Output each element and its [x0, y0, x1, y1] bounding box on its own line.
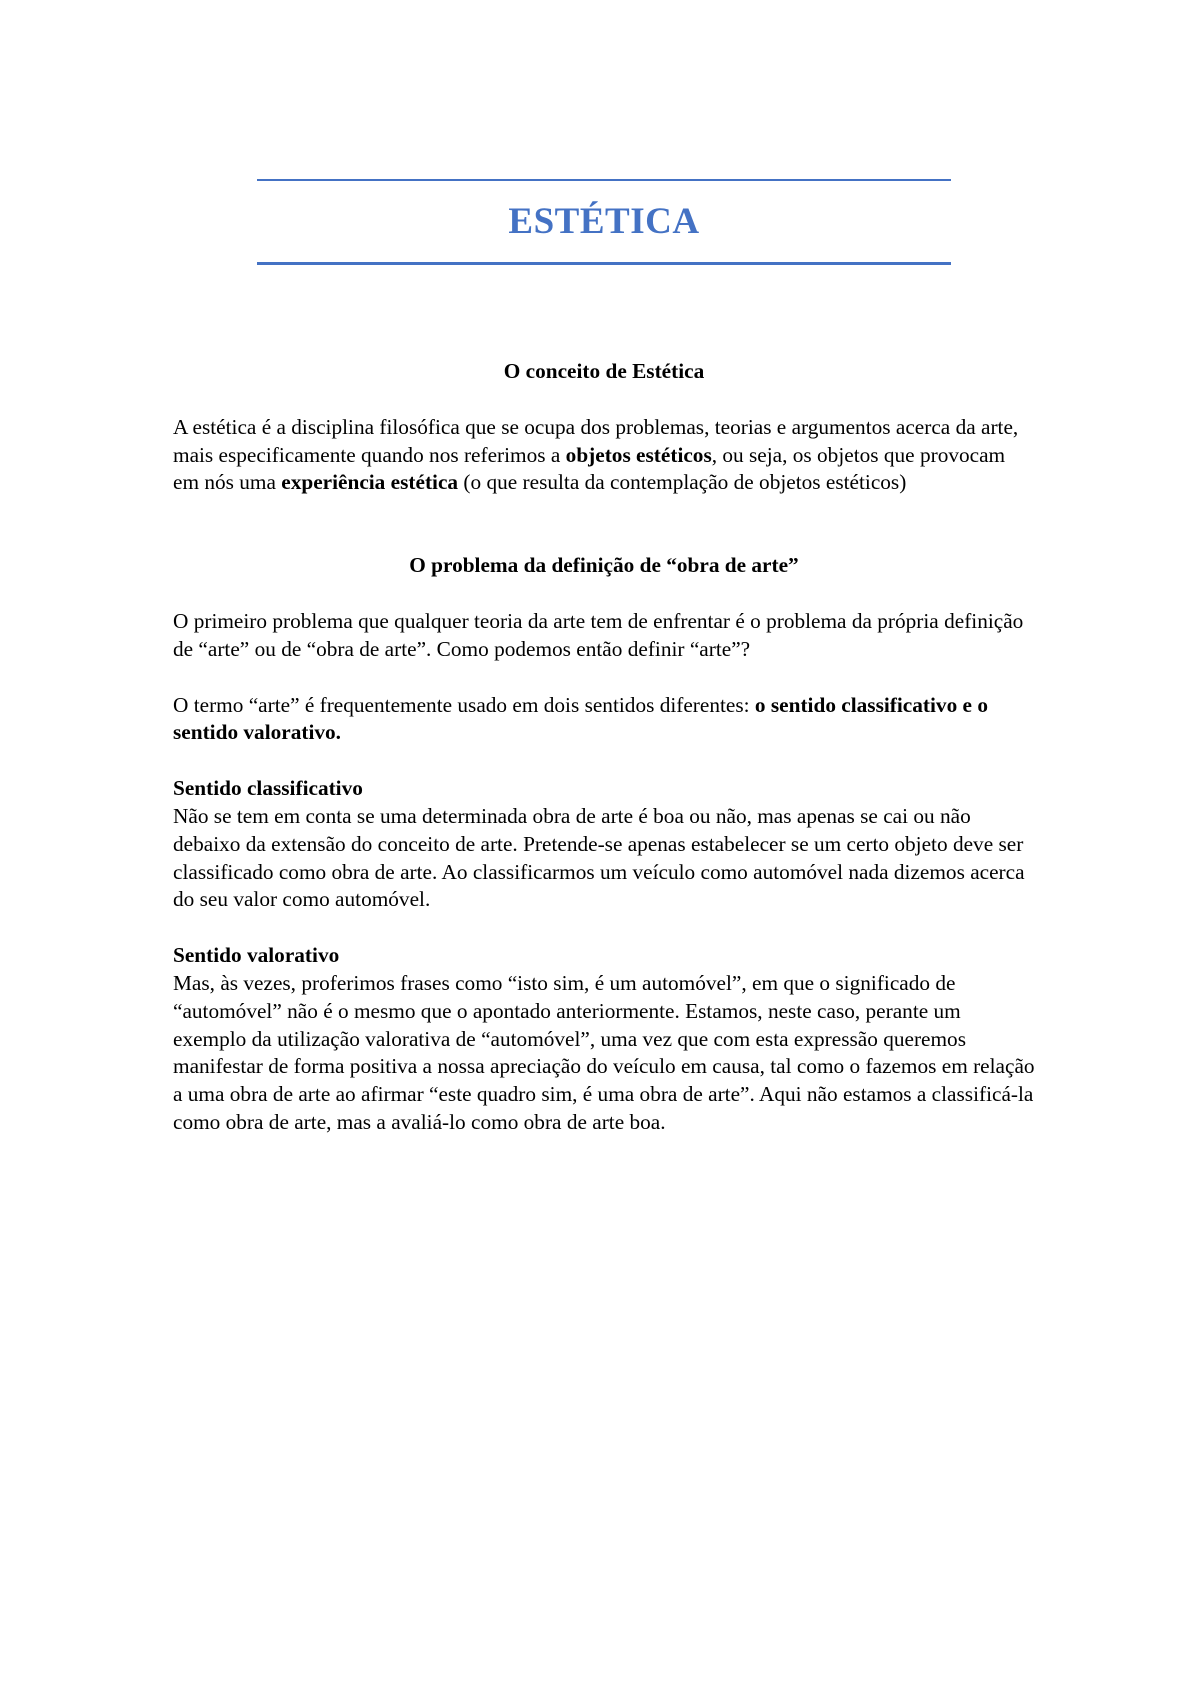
paragraph-definition-problem: O primeiro problema que qualquer teoria da arte tem de enfrentar é o problema da própria definição de “arte” ou de “obra de arte”. Como podemos então definir “arte”? — [173, 608, 1024, 661]
spacer — [173, 580, 1035, 608]
paragraph-valorative: Mas, às vezes, proferimos frases como “isto sim, é um automóvel”, em que o significado de “automóvel” não é o mesmo que o apontado anteriormente. Estamos, neste caso, perante um exemplo da utilização valorativa de “automóvel”, uma vez que com esta expressão queremos manifestar de forma positiva a nossa apreciação do veículo em causa, tal como o fazemos em relação a uma obra de arte ao afirmar “este quadro sim, é uma obra de arte”. Aqui não estamos a classificá-la como obra de arte, mas a avaliá-lo como obra de arte boa. — [173, 970, 1035, 1134]
section-heading-definition-problem: O problema da definição de “obra de arte” — [409, 553, 799, 578]
spacer — [173, 497, 1035, 552]
subheading-classificative: Sentido classificativo — [173, 776, 363, 801]
spacer — [173, 664, 1035, 692]
text-run: , ou seja, os objetos que provocam em nós uma — [173, 442, 1006, 495]
text-run: (o que resulta da contemplação de objetos estéticos) — [458, 470, 907, 495]
page-title: ESTÉTICA — [508, 201, 700, 242]
spacer — [173, 386, 1035, 414]
paragraph-two-senses — [173, 692, 1035, 748]
section-heading-concept: O conceito de Estética — [503, 359, 705, 383]
title-top-rule — [257, 179, 951, 181]
bold-term-two-senses: o sentido classificativo e o sentido valorativo. — [173, 692, 988, 745]
bold-term-aesthetic-objects: objetos estéticos — [565, 442, 712, 467]
spacer — [173, 747, 1035, 775]
subheading-valorative: Sentido valorativo — [173, 943, 340, 968]
document-body — [173, 358, 1035, 1137]
bold-term-aesthetic-experience: experiência estética — [281, 470, 459, 495]
title-bottom-rule — [257, 262, 951, 265]
paragraph-classificative: Não se tem em conta se uma determinada obra de arte é boa ou não, mas apenas se cai ou não debaixo da extensão do conceito de arte. Pretende-se apenas estabelecer se um certo objeto deve ser classificado como obra de arte. Ao classificarmos um veículo como automóvel nada dizemos acerca do seu valor como automóvel. — [173, 803, 1025, 912]
text-run: A estética é a disciplina filosófica que se ocupa dos problemas, teorias e argumentos acerca da arte, mais especificamente quando nos referimos a — [173, 414, 1019, 467]
paragraph-concept — [173, 414, 1035, 497]
text-run: O termo “arte” é frequentemente usado em dois sentidos diferentes: — [173, 692, 755, 717]
spacer — [173, 914, 1035, 942]
